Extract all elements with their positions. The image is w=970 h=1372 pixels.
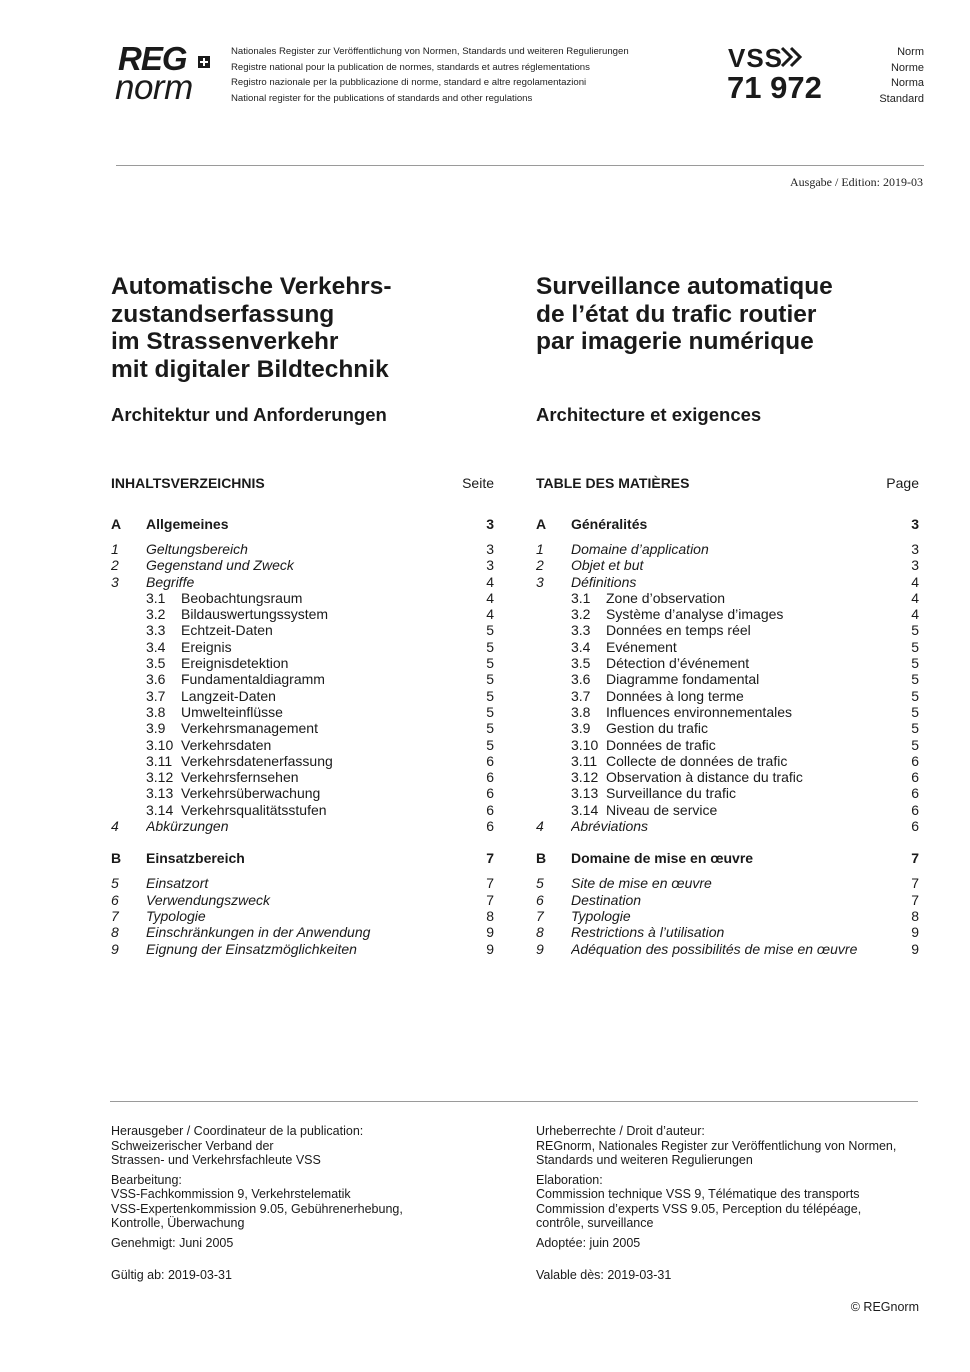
chapter-title: Typologie [146, 907, 206, 924]
publisher-line-1: Schweizerischer Verband der [111, 1138, 274, 1153]
subsection-number: 3.3 [146, 622, 166, 639]
chapter-number: 3 [111, 573, 119, 590]
subsection-number: 3.12 [146, 769, 174, 786]
toc-list-fr [536, 515, 919, 957]
toc-chapter-row[interactable] [111, 557, 494, 573]
subsection-title: Ereignis [181, 638, 232, 655]
toc-chapter-row[interactable] [536, 941, 919, 957]
editing-line-2: VSS-Expertenkommission 9.05, Gebührenerhebung, [111, 1201, 403, 1216]
chapter-title: Einsatzort [146, 875, 209, 892]
toc-subsection-row[interactable] [111, 655, 494, 671]
toc-subsection-row[interactable] [111, 622, 494, 638]
toc-fr [536, 474, 919, 957]
toc-subsection-row[interactable] [536, 606, 919, 622]
page-number: 8 [486, 907, 494, 924]
chapter-title: Restrictions à l’utilisation [571, 924, 725, 941]
register-description [231, 44, 629, 106]
subsection-number: 3.1 [146, 589, 166, 606]
page-number: 5 [486, 622, 494, 639]
page-number: 5 [911, 638, 919, 655]
subsection-number: 3.12 [571, 769, 599, 786]
chapter-title: Einschränkungen in der Anwendung [146, 924, 371, 941]
subsection-number: 3.5 [571, 655, 591, 672]
toc-header-de [111, 474, 494, 492]
section-letter: B [111, 850, 122, 867]
indent-spacer [111, 655, 146, 671]
toc-chapter-row[interactable] [536, 908, 919, 924]
indent-spacer [111, 671, 146, 687]
title-fr: Surveillance automatique de l’état du trafic routier par imagerie numérique [536, 273, 833, 355]
page-number: 7 [486, 850, 494, 867]
page-number: 9 [486, 924, 494, 941]
subsection-title: Verkehrsdaten [181, 736, 272, 753]
copyright-line-1: REGnorm, Nationales Register zur Veröffentlichung von Normen, [536, 1138, 897, 1153]
chapter-number: 6 [536, 891, 544, 908]
page-number: 4 [911, 573, 919, 590]
page-number: 5 [911, 736, 919, 753]
norm-language-labels [879, 45, 924, 107]
toc-subsection-row[interactable] [536, 720, 919, 736]
indent-spacer [536, 671, 571, 687]
subsection-title: Surveillance du trafic [606, 785, 736, 802]
chapter-title: Domaine d’application [571, 541, 709, 557]
page-number: 5 [486, 720, 494, 737]
indent-spacer [536, 769, 571, 785]
indent-spacer [111, 720, 146, 736]
subsection-title: Gestion du trafic [606, 720, 708, 737]
indent-spacer [111, 769, 146, 785]
page-number: 4 [486, 573, 494, 590]
subsection-number: 3.13 [571, 785, 599, 802]
toc-subsection-row[interactable] [111, 671, 494, 687]
indent-spacer [111, 737, 146, 753]
elaboration-label: Elaboration: [536, 1172, 603, 1187]
toc-subsection-row[interactable] [111, 785, 494, 801]
subsection-title: Fundamentaldiagramm [181, 671, 325, 688]
toc-subsection-row[interactable] [536, 590, 919, 606]
toc-chapter-row[interactable] [111, 541, 494, 557]
subsection-title: Verkehrsdatenerfassung [181, 752, 333, 769]
indent-spacer [111, 704, 146, 720]
page-number: 7 [486, 891, 494, 908]
indent-spacer [111, 753, 146, 769]
page-number: 3 [486, 516, 494, 532]
footer-divider [110, 1101, 918, 1102]
norm-label-de: Norm [897, 46, 924, 58]
toc-chapter-row[interactable] [111, 908, 494, 924]
subsection-number: 3.2 [146, 606, 166, 623]
elaboration-line-2: Commission d’experts VSS 9.05, Perception du télépéage, [536, 1201, 862, 1216]
toc-chapter-row[interactable] [111, 818, 494, 834]
toc-chapter-row[interactable] [111, 941, 494, 957]
page-number: 9 [486, 940, 494, 957]
chapter-title: Verwendungszweck [146, 891, 270, 908]
page-number: 6 [486, 769, 494, 786]
subsection-number: 3.4 [571, 638, 591, 655]
indent-spacer [536, 753, 571, 769]
toc-chapter-row[interactable] [536, 541, 919, 557]
subsection-title: Détection d’événement [606, 655, 750, 672]
section-title: Einsatzbereich [146, 850, 245, 867]
page-number: 3 [486, 541, 494, 557]
page-number: 6 [911, 801, 919, 818]
valid-from-fr: Valable dès: 2019-03-31 [536, 1268, 672, 1282]
subsection-title: Zone d’observation [606, 589, 726, 606]
toc-subsection-row[interactable] [111, 688, 494, 704]
subsection-number: 3.7 [571, 687, 591, 704]
chapter-number: 7 [111, 907, 119, 924]
indent-spacer [536, 639, 571, 655]
chapter-number: 6 [111, 891, 119, 908]
subsection-number: 3.14 [571, 801, 599, 818]
toc-subsection-row[interactable] [111, 802, 494, 818]
norm-label-fr: Norme [890, 61, 924, 74]
section-title: Généralités [571, 516, 648, 532]
section-title: Domaine de mise en œuvre [571, 850, 754, 867]
toc-subsection-row[interactable] [536, 671, 919, 687]
copyright-label: Urheberrechte / Droit d’auteur: [536, 1124, 705, 1138]
subsection-number: 3.10 [571, 736, 599, 753]
page-number: 5 [486, 655, 494, 672]
chapter-number: 4 [111, 818, 119, 835]
toc-chapter-row[interactable] [536, 924, 919, 940]
page-number: 4 [911, 606, 919, 623]
section-title: Allgemeines [146, 516, 229, 532]
regnorm-logo-norm: norm [115, 68, 193, 107]
subsection-number: 3.8 [146, 703, 166, 720]
page-number: 3 [911, 557, 919, 574]
page-number: 3 [911, 541, 919, 557]
subsection-number: 3.4 [146, 638, 166, 655]
toc-section-row[interactable] [111, 515, 494, 533]
subsection-title: Umwelteinflüsse [181, 703, 283, 720]
indent-spacer [536, 688, 571, 704]
section-letter: A [536, 516, 547, 532]
toc-chapter-row[interactable] [111, 924, 494, 940]
toc-subsection-row[interactable] [536, 785, 919, 801]
toc-title-fr: TABLE DES MATIÈRES [536, 475, 690, 491]
page-number: 5 [911, 703, 919, 720]
chapter-number: 3 [536, 573, 544, 590]
page-number: 6 [486, 785, 494, 802]
page-number: 7 [911, 875, 919, 892]
page-number: 6 [911, 752, 919, 769]
page-number: 3 [486, 557, 494, 574]
chapter-number: 8 [536, 924, 544, 941]
page-number: 4 [486, 606, 494, 623]
toc-subsection-row[interactable] [536, 639, 919, 655]
subsection-number: 3.9 [571, 720, 591, 737]
toc-subsection-row[interactable] [536, 769, 919, 785]
toc-subsection-row[interactable] [536, 655, 919, 671]
toc-spacer [536, 834, 919, 849]
page-number: 5 [486, 736, 494, 753]
regnorm-logo-reg: REG [118, 40, 187, 77]
indent-spacer [536, 785, 571, 801]
page-number: 5 [911, 622, 919, 639]
subsection-title: Niveau de service [606, 801, 718, 818]
subsection-title: Ereignisdetektion [181, 655, 289, 672]
chapter-title: Abkürzungen [146, 818, 229, 835]
page-number: 6 [911, 818, 919, 835]
chapter-title: Site de mise en œuvre [571, 875, 712, 892]
toc-subsection-row[interactable] [111, 720, 494, 736]
chapter-title: Objet et but [571, 557, 644, 574]
subsection-number: 3.7 [146, 687, 166, 704]
toc-subsection-row[interactable] [111, 769, 494, 785]
subsection-title: Bildauswertungssystem [181, 606, 329, 623]
toc-subsection-row[interactable] [536, 802, 919, 818]
editing-label: Bearbeitung: [111, 1172, 182, 1187]
register-line-de: Nationales Register zur Veröffentlichung von Normen, Standards und weiteren Regulierungen [231, 46, 629, 57]
toc-section-row[interactable] [536, 515, 919, 533]
toc-section-row[interactable] [111, 849, 494, 867]
toc-subsection-row[interactable] [536, 753, 919, 769]
indent-spacer [536, 720, 571, 736]
valid-from-de: Gültig ab: 2019-03-31 [111, 1268, 232, 1282]
chapter-title: Begriffe [146, 573, 195, 590]
norm-label-it: Norma [890, 77, 924, 89]
chapter-number: 4 [536, 818, 544, 835]
toc-subsection-row[interactable] [111, 606, 494, 622]
chapter-number: 2 [536, 557, 544, 574]
subsection-title: Verkehrsqualitätsstufen [181, 801, 327, 818]
header-divider [116, 165, 924, 166]
subsection-number: 3.6 [571, 671, 591, 688]
norm-number: 71 972 [727, 70, 822, 105]
approved-date: Genehmigt: Juni 2005 [111, 1235, 234, 1250]
footer-copyright-block [536, 1124, 936, 1255]
toc-subsection-row[interactable] [536, 704, 919, 720]
subsection-title: Données en temps réel [606, 622, 751, 639]
page-number: 5 [486, 687, 494, 704]
subsection-number: 3.11 [146, 752, 173, 769]
toc-list-de [111, 515, 494, 957]
chapter-title: Définitions [571, 573, 637, 590]
subsection-title: Système d’analyse d’images [606, 606, 784, 623]
subsection-title: Beobachtungsraum [181, 589, 303, 606]
publisher-line-2: Strassen- und Verkehrsfachleute VSS [111, 1153, 321, 1167]
subsection-number: 3.9 [146, 720, 166, 737]
edition-label: Ausgabe / Edition: 2019-03 [790, 175, 923, 189]
toc-section-row[interactable] [536, 849, 919, 867]
toc-chapter-row[interactable] [111, 892, 494, 908]
subsection-title: Langzeit-Daten [181, 687, 276, 704]
editing-line-1: VSS-Fachkommission 9, Verkehrstelematik [111, 1187, 351, 1201]
subsection-number: 3.3 [571, 622, 591, 639]
subsection-title: Evénement [606, 638, 677, 655]
editing-line-3: Kontrolle, Überwachung [111, 1216, 245, 1230]
page-number: 4 [911, 589, 919, 606]
swiss-cross-icon [198, 56, 210, 68]
indent-spacer [536, 704, 571, 720]
subsection-title: Données à long terme [606, 687, 744, 704]
toc-header-fr [536, 474, 919, 492]
register-line-en: National register for the publications of standards and other regulations [231, 92, 533, 104]
chapter-title: Typologie [571, 907, 631, 924]
toc-chapter-row[interactable] [536, 875, 919, 891]
indent-spacer [536, 737, 571, 753]
page-number: 6 [486, 752, 494, 769]
indent-spacer [536, 655, 571, 671]
subtitle-de: Architektur und Anforderungen [111, 404, 387, 425]
chapter-title: Abréviations [571, 818, 649, 835]
indent-spacer [536, 802, 571, 818]
copyright-notice: © REGnorm [850, 1300, 919, 1314]
subsection-title: Echtzeit-Daten [181, 622, 273, 639]
subsection-number: 3.10 [146, 736, 174, 753]
subsection-title: Diagramme fondamental [606, 671, 760, 688]
subsection-number: 3.14 [146, 801, 174, 818]
toc-spacer [111, 834, 494, 849]
copyright-line-2: Standards und weiteren Regulierungen [536, 1153, 753, 1167]
chapter-number: 1 [111, 541, 119, 557]
chapter-number: 8 [111, 924, 119, 941]
subsection-title: Influences environnementales [606, 703, 793, 720]
subsection-number: 3.6 [146, 671, 166, 688]
subsection-number: 3.11 [571, 752, 598, 769]
vss-logo-text: VSS [728, 43, 784, 73]
page-number: 5 [911, 720, 919, 737]
chapter-number: 9 [111, 940, 119, 957]
chapter-number: 9 [536, 940, 544, 957]
toc-title-de: INHALTSVERZEICHNIS [111, 475, 265, 491]
page-number: 3 [911, 516, 919, 532]
chapter-number: 1 [536, 541, 544, 557]
page-number: 7 [911, 891, 919, 908]
page-number: 5 [486, 703, 494, 720]
chapter-title: Eignung der Einsatzmöglichkeiten [146, 940, 357, 957]
indent-spacer [111, 639, 146, 655]
subsection-number: 3.8 [571, 703, 591, 720]
page-number: 9 [911, 940, 919, 957]
page-number: 5 [486, 671, 494, 688]
page-number: 8 [911, 907, 919, 924]
section-letter: A [111, 516, 122, 532]
indent-spacer [536, 622, 571, 638]
register-line-it: Registro nazionale per la pubblicazione di norme, standard e altre regolamentazioni [231, 77, 587, 88]
indent-spacer [111, 802, 146, 818]
page-number: 6 [486, 818, 494, 835]
title-de: Automatische Verkehrs- zustandserfassung im Strassenverkehr mit digitaler Bildtechnik [111, 273, 392, 383]
page-number: 7 [911, 850, 919, 867]
vss-chevron-icon [778, 45, 804, 69]
page-number: 5 [911, 671, 919, 688]
subsection-title: Données de trafic [606, 736, 716, 753]
section-letter: B [536, 850, 547, 867]
subsection-title: Verkehrsüberwachung [181, 785, 321, 802]
indent-spacer [111, 622, 146, 638]
toc-subsection-row[interactable] [536, 688, 919, 704]
adopted-date: Adoptée: juin 2005 [536, 1235, 641, 1250]
register-line-fr: Registre national pour la publication de normes, standards et autres réglementations [231, 61, 590, 73]
publisher-label: Herausgeber / Coordinateur de la publication: [111, 1124, 364, 1138]
elaboration-line-3: contrôle, surveillance [536, 1216, 654, 1230]
page-number: 5 [486, 638, 494, 655]
toc-subsection-row[interactable] [536, 622, 919, 638]
indent-spacer [536, 590, 571, 606]
toc-chapter-row[interactable] [111, 574, 494, 590]
toc-subsection-row[interactable] [111, 639, 494, 655]
toc-de [111, 474, 494, 957]
subsection-title: Collecte de données de trafic [606, 752, 788, 769]
toc-chapter-row[interactable] [536, 557, 919, 573]
subtitle-fr: Architecture et exigences [536, 404, 762, 425]
indent-spacer [111, 590, 146, 606]
chapter-number: 5 [111, 875, 119, 892]
toc-page-label-fr: Page [886, 475, 919, 491]
chapter-number: 5 [536, 875, 544, 892]
toc-chapter-row[interactable] [536, 574, 919, 590]
toc-chapter-row[interactable] [111, 875, 494, 891]
toc-subsection-row[interactable] [111, 704, 494, 720]
chapter-title: Destination [571, 891, 642, 908]
subsection-number: 3.2 [571, 606, 591, 623]
subsection-number: 3.13 [146, 785, 174, 802]
subsection-title: Verkehrsfernsehen [181, 769, 299, 786]
page-number: 6 [911, 785, 919, 802]
subsection-number: 3.1 [571, 589, 591, 606]
toc-subsection-row[interactable] [536, 737, 919, 753]
chapter-title: Adéquation des possibilités de mise en œuvre [571, 940, 858, 957]
chapter-title: Gegenstand und Zweck [146, 557, 294, 574]
norm-label-en: Standard [879, 92, 924, 105]
toc-subsection-row[interactable] [111, 737, 494, 753]
indent-spacer [111, 688, 146, 704]
chapter-number: 2 [111, 557, 119, 574]
footer-publisher [111, 1124, 511, 1255]
toc-subsection-row[interactable] [111, 753, 494, 769]
subsection-title: Observation à distance du trafic [606, 769, 803, 786]
page-number: 7 [486, 875, 494, 892]
page-number: 9 [911, 924, 919, 941]
page-number: 5 [911, 655, 919, 672]
toc-page-label-de: Seite [462, 475, 494, 491]
indent-spacer [111, 785, 146, 801]
toc-subsection-row[interactable] [111, 590, 494, 606]
page-number: 6 [486, 801, 494, 818]
chapter-number: 7 [536, 907, 544, 924]
page-number: 4 [486, 589, 494, 606]
page-number: 6 [911, 769, 919, 786]
subsection-number: 3.5 [146, 655, 166, 672]
indent-spacer [111, 606, 146, 622]
page-number: 5 [911, 687, 919, 704]
toc-chapter-row[interactable] [536, 892, 919, 908]
indent-spacer [536, 606, 571, 622]
toc-chapter-row[interactable] [536, 818, 919, 834]
elaboration-line-1: Commission technique VSS 9, Télématique des transports [536, 1187, 860, 1201]
chapter-title: Geltungsbereich [146, 541, 248, 557]
subsection-title: Verkehrsmanagement [181, 720, 318, 737]
